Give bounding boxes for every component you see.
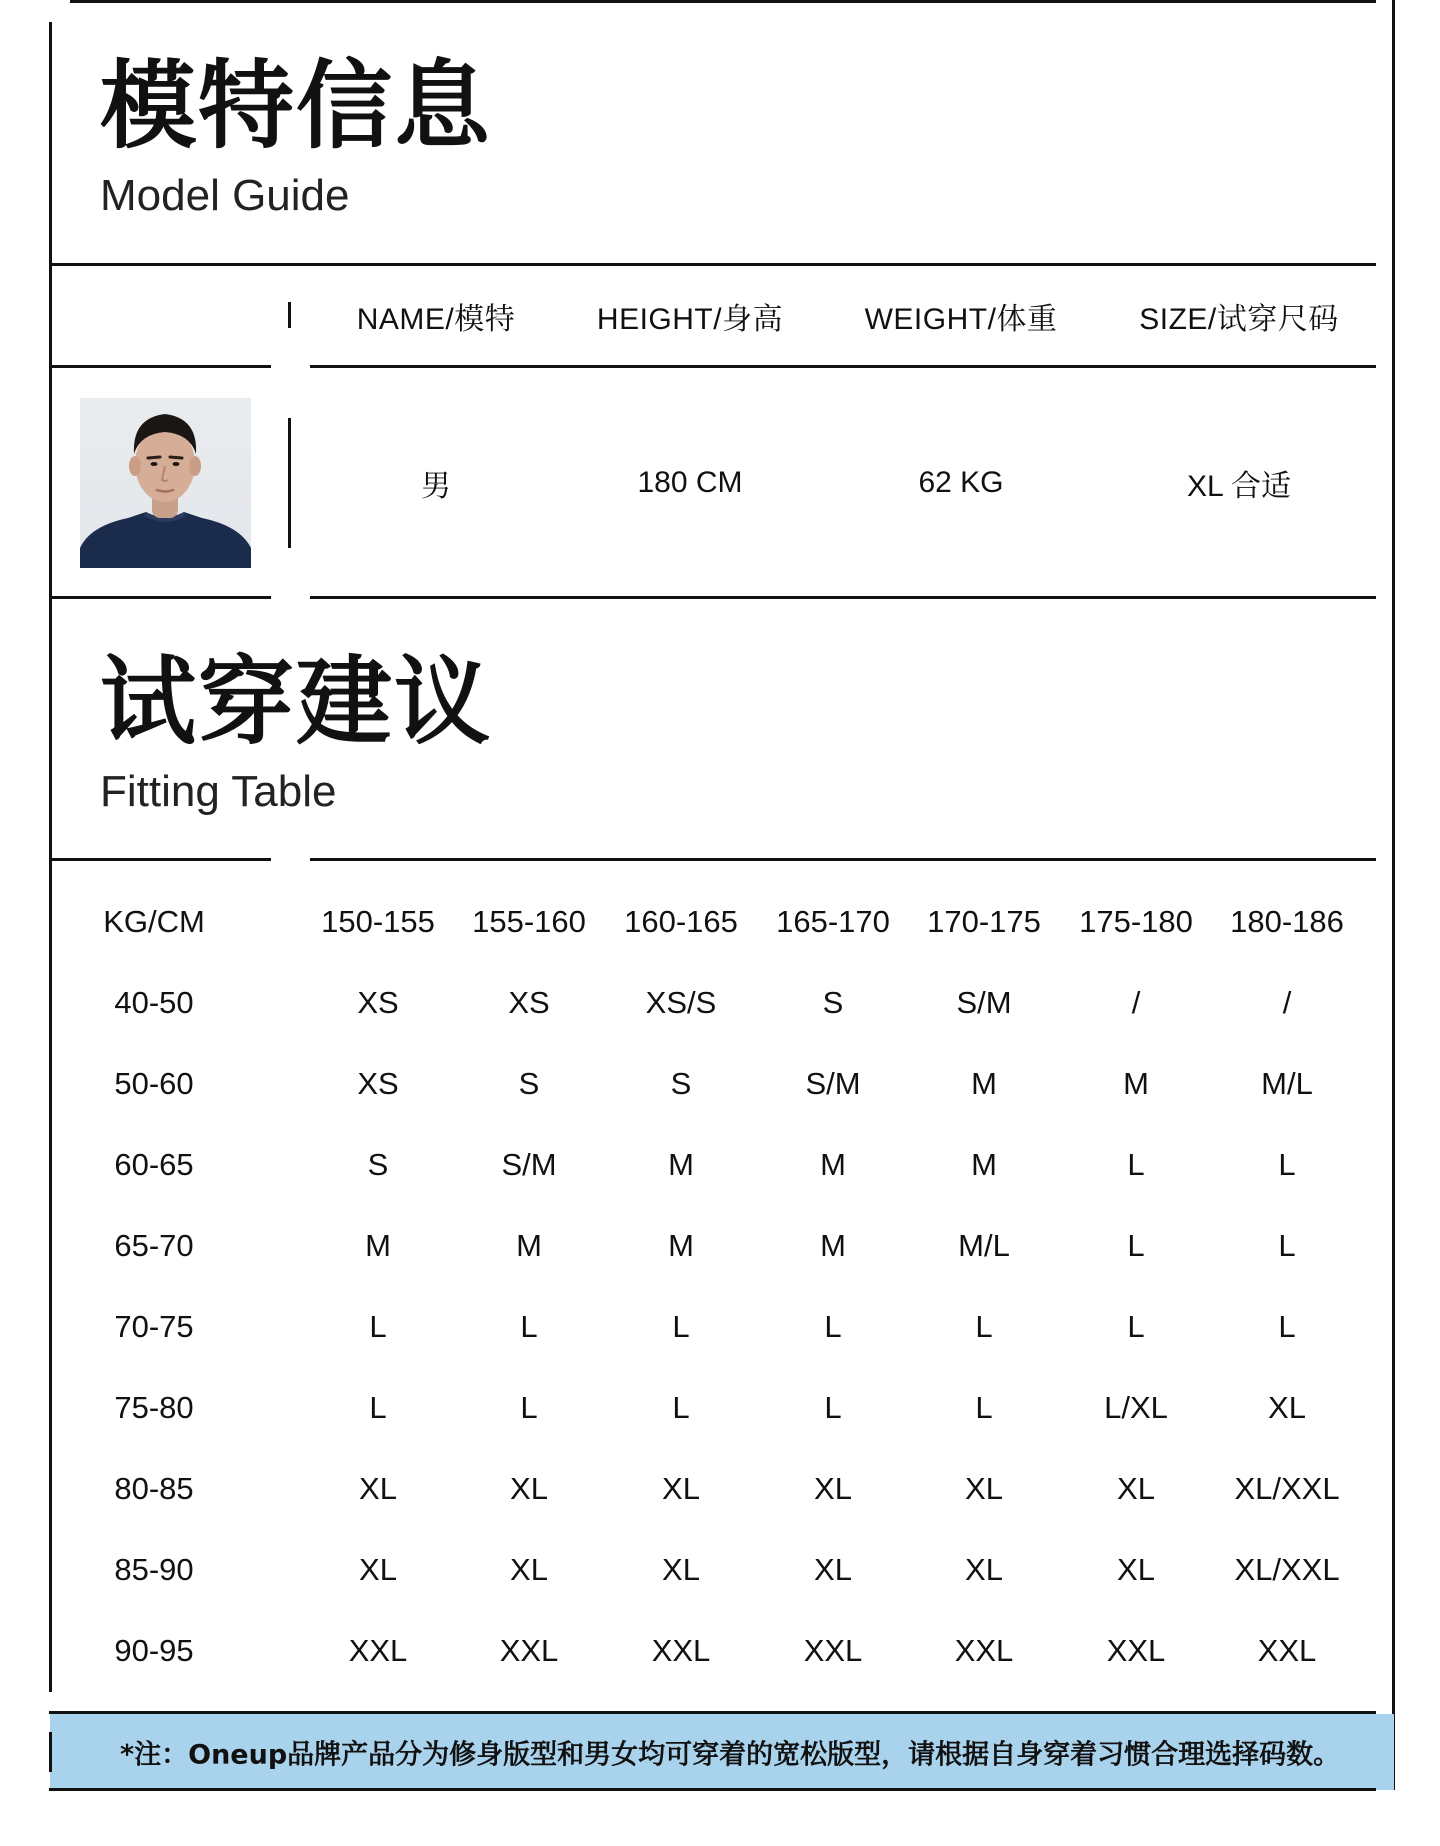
model-header-divider-top	[49, 263, 1376, 266]
note-text: *注：Oneup品牌产品分为修身版型和男女均可穿着的宽松版型，请根据自身穿着习惯合理选择码数。	[120, 1739, 1341, 1771]
fitting-weight-label: 60-65	[114, 1147, 194, 1182]
fitting-height-header: 155-160	[472, 904, 586, 939]
fitting-size-cell: XXL	[803, 1633, 863, 1668]
fitting-size-cell: M/L	[1261, 1066, 1313, 1101]
fitting-size-cell: L	[672, 1390, 690, 1425]
fitting-size-cell: XXL	[348, 1633, 408, 1668]
fitting-size-cell: S	[367, 1147, 389, 1182]
model-header-marker	[288, 302, 291, 328]
fitting-size-cell: L	[1127, 1147, 1145, 1182]
fitting-size-cell: XL	[965, 1552, 1003, 1587]
fitting-size-cell: XL	[510, 1471, 548, 1506]
model-value-name: 男	[421, 470, 451, 503]
fitting-size-cell: XL	[1268, 1390, 1306, 1425]
model-value-weight: 62 KG	[918, 466, 1004, 499]
fitting-size-cell: L	[1278, 1228, 1296, 1263]
model-section-subtitle: Model Guide	[100, 171, 350, 220]
fitting-size-cell: S/M	[501, 1147, 557, 1182]
fitting-size-cell: XL	[1117, 1471, 1155, 1506]
fitting-size-cell: L	[1127, 1228, 1145, 1263]
fitting-size-cell: L/XL	[1104, 1390, 1168, 1425]
fitting-size-cell: L	[1127, 1309, 1145, 1344]
fitting-weight-label: 75-80	[114, 1390, 194, 1425]
note-top-rule	[49, 1711, 1376, 1714]
model-photo	[80, 398, 251, 568]
fitting-size-cell: XS/S	[645, 985, 717, 1020]
fitting-size-cell: L	[1278, 1147, 1296, 1182]
fitting-height-header: 150-155	[321, 904, 435, 939]
fitting-size-cell: S	[670, 1066, 692, 1101]
fitting-size-cell: XL/XXL	[1234, 1471, 1340, 1506]
fitting-size-cell: S	[518, 1066, 540, 1101]
fitting-size-cell: S/M	[956, 985, 1012, 1020]
fitting-weight-label: 70-75	[114, 1309, 194, 1344]
model-value-height: 180 CM	[637, 466, 743, 499]
fitting-weight-label: 40-50	[114, 985, 194, 1020]
fitting-size-cell: /	[1131, 985, 1141, 1020]
model-header-height: HEIGHT/身高	[596, 303, 784, 336]
fitting-header-divider-right	[310, 858, 1376, 861]
model-row-marker	[288, 418, 291, 548]
fitting-size-cell: S	[822, 985, 844, 1020]
fitting-weight-label: 50-60	[114, 1066, 194, 1101]
fitting-size-cell: M	[516, 1228, 542, 1263]
fitting-size-cell: S/M	[805, 1066, 861, 1101]
fitting-size-cell: M	[971, 1066, 997, 1101]
note-left-marker	[49, 1732, 52, 1772]
model-header-name: NAME/模特	[356, 303, 516, 336]
fitting-size-cell: L	[369, 1309, 387, 1344]
fitting-size-cell: M	[971, 1147, 997, 1182]
top-border	[70, 0, 1376, 3]
left-border	[49, 22, 52, 1692]
fitting-size-cell: XL	[359, 1471, 397, 1506]
fitting-weight-label: 80-85	[114, 1471, 194, 1506]
fitting-size-cell: M	[365, 1228, 391, 1263]
model-header-divider-left	[49, 365, 271, 368]
fitting-size-cell: XL	[359, 1552, 397, 1587]
fitting-size-cell: XXL	[1257, 1633, 1317, 1668]
fitting-size-cell: M	[668, 1228, 694, 1263]
fitting-size-cell: XL	[662, 1552, 700, 1587]
model-section-title: 模特信息	[100, 50, 492, 162]
fitting-size-cell: L	[1278, 1309, 1296, 1344]
fitting-size-cell: XXL	[499, 1633, 559, 1668]
fitting-size-cell: XXL	[651, 1633, 711, 1668]
fitting-size-cell: L	[975, 1390, 993, 1425]
fitting-size-cell: M/L	[958, 1228, 1010, 1263]
fitting-size-cell: XL	[1117, 1552, 1155, 1587]
fitting-size-cell: XL/XXL	[1234, 1552, 1340, 1587]
fitting-height-header: 165-170	[776, 904, 890, 939]
fitting-height-header: 170-175	[927, 904, 1041, 939]
fitting-size-cell: XS	[357, 1066, 399, 1101]
note-bottom-rule	[49, 1788, 1376, 1791]
fitting-height-header: 160-165	[624, 904, 738, 939]
fitting-size-cell: M	[820, 1228, 846, 1263]
model-row-divider-left	[49, 596, 271, 599]
fitting-size-cell: XL	[814, 1552, 852, 1587]
fitting-height-header: 175-180	[1079, 904, 1193, 939]
fitting-size-cell: XL	[662, 1471, 700, 1506]
fitting-size-cell: M	[668, 1147, 694, 1182]
model-portrait-image	[80, 398, 251, 568]
fitting-weight-label: 90-95	[114, 1633, 194, 1668]
fitting-size-cell: L	[975, 1309, 993, 1344]
fitting-size-cell: /	[1282, 985, 1292, 1020]
fitting-size-cell: M	[1123, 1066, 1149, 1101]
fitting-size-cell: M	[820, 1147, 846, 1182]
fitting-height-header: 180-186	[1230, 904, 1344, 939]
fitting-size-cell: XXL	[954, 1633, 1014, 1668]
fitting-size-cell: L	[824, 1309, 842, 1344]
fitting-weight-label: 85-90	[114, 1552, 194, 1587]
fitting-size-cell: XS	[508, 985, 550, 1020]
model-value-size: XL 合适	[1187, 470, 1291, 503]
model-header-size: SIZE/试穿尺码	[1139, 303, 1339, 336]
fitting-header-divider-left	[49, 858, 271, 861]
fitting-size-cell: XS	[357, 985, 399, 1020]
fitting-size-cell: L	[520, 1390, 538, 1425]
model-header-divider-right	[310, 365, 1376, 368]
fitting-size-cell: XL	[965, 1471, 1003, 1506]
fitting-weight-label: 65-70	[114, 1228, 194, 1263]
fitting-section-title: 试穿建议	[100, 646, 492, 758]
model-row-divider-right	[310, 596, 1376, 599]
fitting-size-cell: XL	[814, 1471, 852, 1506]
fitting-size-cell: L	[672, 1309, 690, 1344]
right-border	[1392, 0, 1395, 1790]
fitting-size-cell: XL	[510, 1552, 548, 1587]
fitting-section-subtitle: Fitting Table	[100, 767, 337, 816]
fitting-corner-label: KG/CM	[103, 904, 205, 939]
fitting-size-cell: XXL	[1106, 1633, 1166, 1668]
fitting-size-cell: L	[520, 1309, 538, 1344]
model-header-weight: WEIGHT/体重	[864, 303, 1058, 336]
fitting-size-cell: L	[824, 1390, 842, 1425]
fitting-size-cell: L	[369, 1390, 387, 1425]
